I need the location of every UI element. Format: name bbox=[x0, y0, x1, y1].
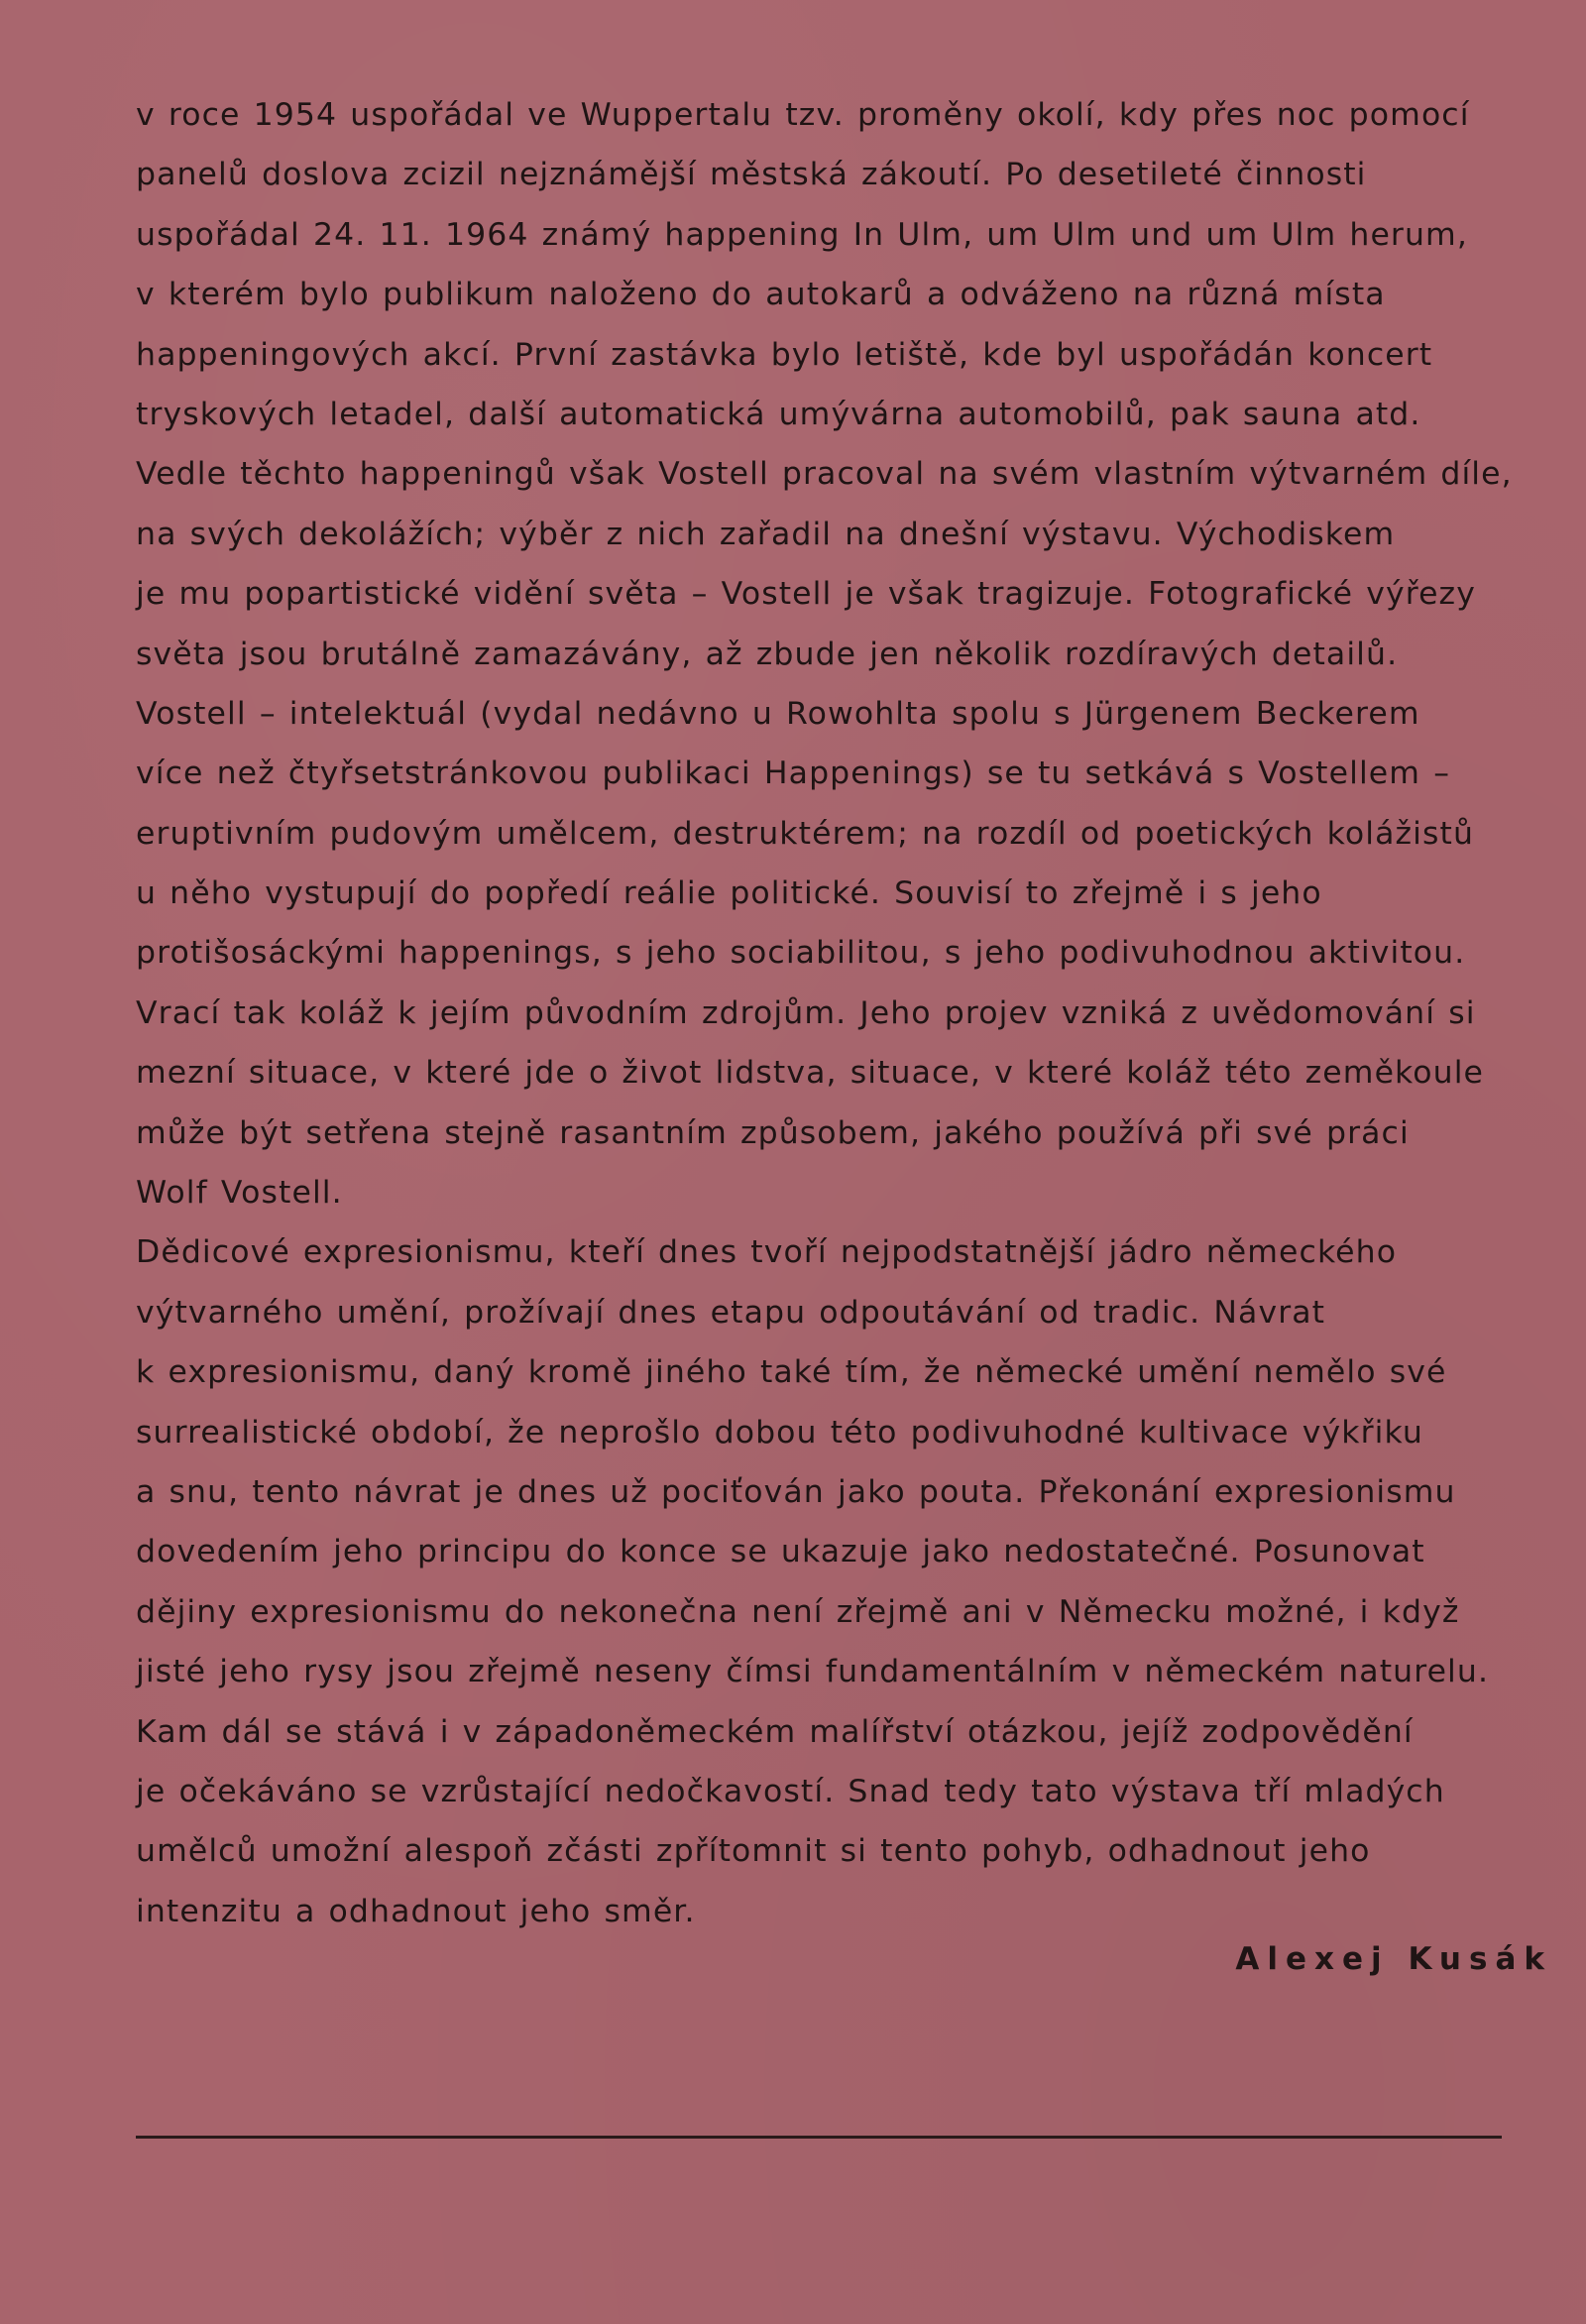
text-line: na svých dekolážích; výběr z nich zařadil na dnešní výstavu. Východiskem bbox=[136, 516, 1396, 552]
text-line: více než čtyřsetstránkovou publikaci Happenings) se tu setkává s Vostellem – bbox=[136, 755, 1451, 792]
text-line: surrealistické období, že neprošlo dobou této podivuhodné kultivace výkřiku bbox=[136, 1414, 1423, 1451]
text-line: dovedením jeho principu do konce se ukazuje jako nedostatečné. Posunovat bbox=[136, 1534, 1425, 1570]
text-line: Wolf Vostell. bbox=[136, 1175, 343, 1212]
text-line: světa jsou brutálně zamazávány, až zbude jen několik rozdíravých detailů. bbox=[136, 636, 1399, 672]
text-line: a snu, tento návrat je dnes už pociťován jako pouta. Překonání expresionismu bbox=[136, 1473, 1456, 1510]
text-line: tryskových letadel, další automatická umývárna automobilů, pak sauna atd. bbox=[136, 396, 1421, 432]
text-line: uspořádal 24. 11. 1964 známý happening In Ulm, um Ulm und um Ulm herum, bbox=[136, 216, 1468, 253]
text-line: jisté jeho rysy jsou zřejmě neseny čímsi fundamentálním v německém naturelu. bbox=[136, 1654, 1490, 1690]
text-line: protišosáckými happenings, s jeho sociabilitou, s jeho podivuhodnou aktivitou. bbox=[136, 935, 1466, 972]
text-line: u něho vystupují do popředí reálie politické. Souvisí to zřejmě i s jeho bbox=[136, 875, 1322, 912]
article-text bbox=[136, 91, 1513, 1947]
author-signature: Alexej Kusák bbox=[1235, 1941, 1552, 1977]
text-line: výtvarného umění, prožívají dnes etapu odpoutávání od tradic. Návrat bbox=[136, 1294, 1326, 1331]
text-line: eruptivním pudovým umělcem, destruktérem; na rozdíl od poetických kolážistů bbox=[136, 815, 1475, 852]
text-line: v roce 1954 uspořádal ve Wuppertalu tzv. proměny okolí, kdy přes noc pomocí bbox=[136, 97, 1470, 133]
text-line: happeningových akcí. První zastávka bylo letiště, kde byl uspořádán koncert bbox=[136, 336, 1433, 373]
text-line: Vrací tak koláž k jejím původním zdrojům. Jeho projev vzniká z uvědomování si bbox=[136, 994, 1476, 1031]
text-line: Dědicové expresionismu, kteří dnes tvoří nejpodstatnější jádro německého bbox=[136, 1234, 1398, 1271]
text-line: je očekáváno se vzrůstající nedočkavostí. Snad tedy tato výstava tří mladých bbox=[136, 1773, 1445, 1809]
text-line: intenzitu a odhadnout jeho směr. bbox=[136, 1893, 696, 1929]
text-line: k expresionismu, daný kromě jiného také tím, že německé umění nemělo své bbox=[136, 1354, 1447, 1391]
text-line: dějiny expresionismu do nekonečna není zřejmě ani v Německu možné, i když bbox=[136, 1593, 1460, 1630]
text-line: mezní situace, v které jde o život lidstva, situace, v které koláž této zeměkoule bbox=[136, 1055, 1485, 1092]
text-line: v kterém bylo publikum naloženo do autokarů a odváženo na různá místa bbox=[136, 277, 1386, 313]
horizontal-rule bbox=[136, 2136, 1502, 2139]
text-line: panelů doslova zcizil nejznámější městská zákoutí. Po desetileté činnosti bbox=[136, 157, 1367, 193]
text-line: je mu popartistické vidění světa – Vostell je však tragizuje. Fotografické výřezy bbox=[136, 576, 1476, 613]
text-line: Kam dál se stává i v západoněmeckém malířství otázkou, jejíž zodpovědění bbox=[136, 1713, 1414, 1750]
text-line: může být setřena stejně rasantním způsobem, jakého používá při své práci bbox=[136, 1114, 1410, 1151]
text-line: umělců umožní alespoň zčásti zpřítomnit si tento pohyb, odhadnout jeho bbox=[136, 1833, 1371, 1870]
text-line: Vostell – intelektuál (vydal nedávno u Rowohlta spolu s Jürgenem Beckerem bbox=[136, 695, 1420, 732]
text-line: Vedle těchto happeningů však Vostell pracoval na svém vlastním výtvarném díle, bbox=[136, 456, 1513, 493]
